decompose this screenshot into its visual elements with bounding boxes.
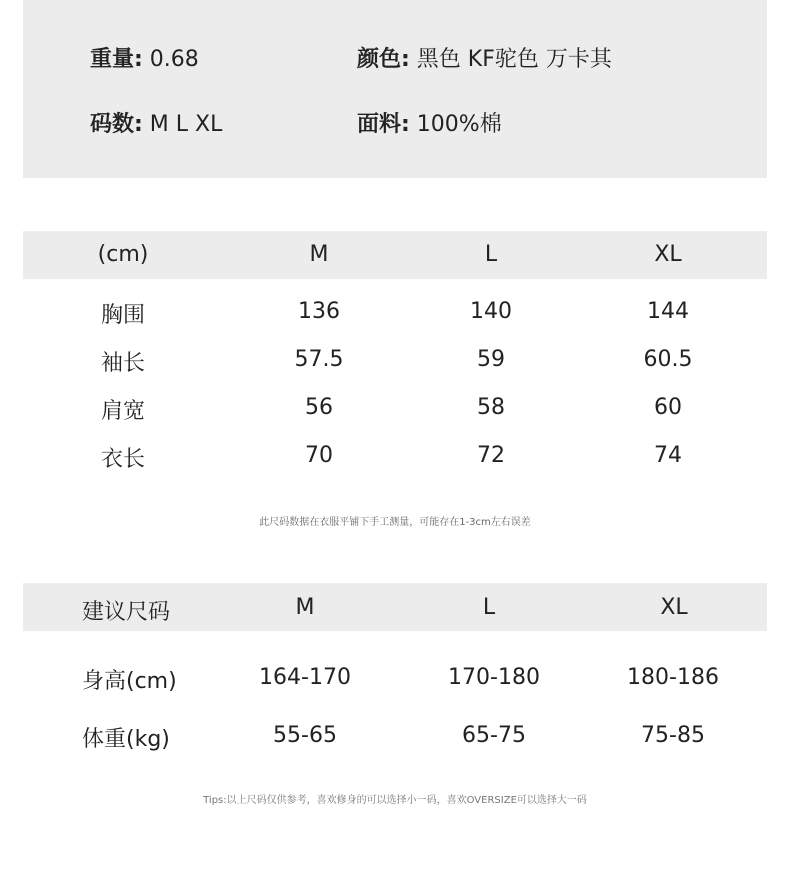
fabric-label: 面料: <box>357 112 410 137</box>
product-info-panel <box>23 0 767 178</box>
recommend-header-m: M <box>295 595 315 620</box>
row-label-chest: 胸围 <box>100 303 146 328</box>
chest-m: 136 <box>298 299 340 324</box>
row-label-weight: 体重(kg) <box>82 727 170 752</box>
row-label-shoulder: 肩宽 <box>100 399 146 424</box>
row-label-sleeve: 袖长 <box>100 351 146 376</box>
size-label: 码数: <box>90 112 143 137</box>
shoulder-xl: 60 <box>654 395 682 420</box>
row-label-length: 衣长 <box>100 447 146 472</box>
chest-xl: 144 <box>647 299 689 324</box>
height-m: 164-170 <box>259 665 351 690</box>
length-l: 72 <box>477 443 505 468</box>
sleeve-l: 59 <box>477 347 505 372</box>
fabric-value: 100%棉 <box>409 112 502 137</box>
size-value: M L XL <box>142 112 223 137</box>
size-info <box>90 107 222 138</box>
weight-label: 重量: <box>90 47 143 72</box>
measurement-note: 此尺码数据在衣服平铺下手工测量，可能存在1-3cm左右误差 <box>259 517 531 528</box>
recommend-header-l: L <box>482 595 496 620</box>
weight-info <box>90 42 199 73</box>
shoulder-m: 56 <box>305 395 333 420</box>
color-value: 黑色 KF驼色 万卡其 <box>409 47 612 72</box>
color-info <box>357 42 612 73</box>
sleeve-m: 57.5 <box>294 347 344 372</box>
length-xl: 74 <box>654 443 682 468</box>
length-m: 70 <box>305 443 333 468</box>
color-label: 颜色: <box>357 47 410 72</box>
weight-value: 0.68 <box>142 47 199 72</box>
recommend-header-xl: XL <box>660 595 688 620</box>
weight-m: 55-65 <box>273 723 337 748</box>
shoulder-l: 58 <box>477 395 505 420</box>
weight-xl: 75-85 <box>641 723 705 748</box>
row-label-height: 身高(cm) <box>82 669 177 694</box>
fabric-info <box>357 107 502 138</box>
size-table-header-xl: XL <box>654 242 682 267</box>
chest-l: 140 <box>470 299 512 324</box>
size-table-header-l: L <box>484 242 498 267</box>
recommend-header-label: 建议尺码 <box>82 600 171 625</box>
height-l: 170-180 <box>448 665 540 690</box>
tips-note: Tips:以上尺码仅供参考，喜欢修身的可以选择小一码，喜欢OVERSIZE可以选择大一码 <box>203 795 587 806</box>
size-table-header-m: M <box>309 242 329 267</box>
height-xl: 180-186 <box>627 665 719 690</box>
weight-l: 65-75 <box>462 723 526 748</box>
sleeve-xl: 60.5 <box>643 347 693 372</box>
size-table-header-unit: (cm) <box>97 242 149 267</box>
